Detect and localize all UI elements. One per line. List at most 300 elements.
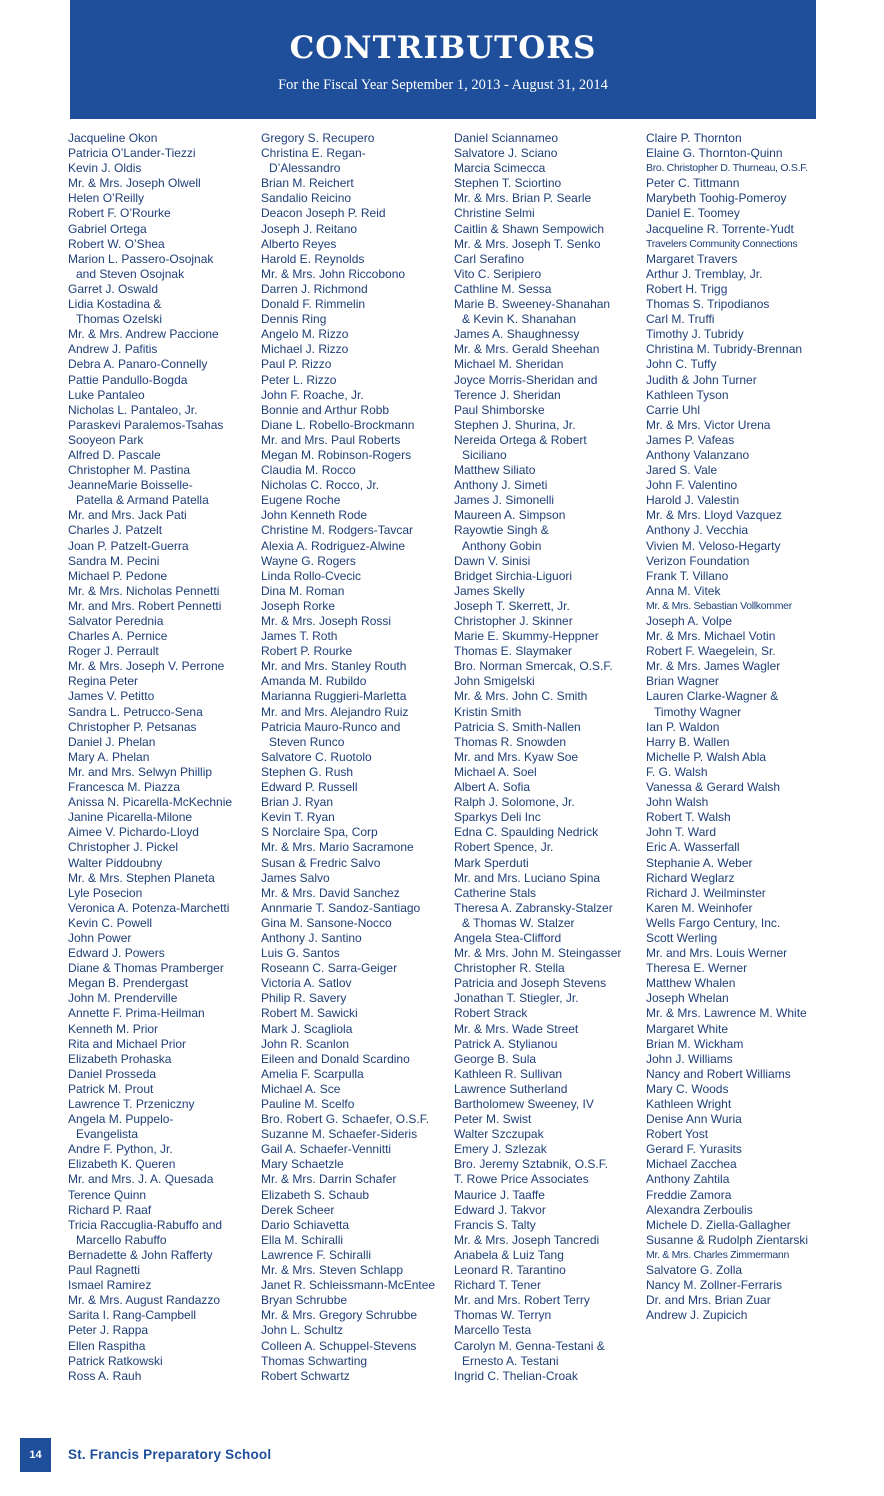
contributor-name: Janet R. Schleissmann-McEntee: [261, 1278, 436, 1293]
contributor-name: Christopher J. Pickel: [68, 840, 179, 855]
contributor-name: Nancy M. Zollner-Ferraris: [646, 1278, 783, 1293]
contributors-list: [0, 131, 884, 1401]
contributor-name: John T. Ward: [646, 825, 717, 840]
contributor-name: Edward P. Russell: [261, 780, 358, 795]
contributors-column-2: [261, 131, 451, 1384]
contributor-name: Thomas W. Terryn: [454, 1308, 552, 1323]
contributor-name: Paul Ragnetti: [68, 1263, 141, 1278]
contributor-name: James A. Shaughnessy: [454, 327, 580, 342]
contributor-name: Walter Szczupak: [454, 1127, 544, 1142]
contributor-name: Philip R. Savery: [261, 991, 347, 1006]
contributor-name: Amelia F. Scarpulla: [261, 1066, 364, 1081]
contributor-name: Mary A. Phelan: [68, 749, 150, 764]
contributor-name: Maureen A. Simpson: [454, 508, 566, 523]
contributor-name: Brian Wagner: [646, 674, 719, 689]
contributor-name: Alfred D. Pascale: [68, 447, 161, 462]
contributors-column-1: [68, 131, 258, 1384]
contributor-name: Andrew J. Pafitis: [68, 342, 158, 357]
contributor-name: Gabriel Ortega: [68, 221, 147, 236]
contributor-name: Robert M. Sawicki: [261, 1006, 358, 1021]
contributor-name: Christine Selmi: [454, 206, 535, 221]
contributor-name: Kathleen R. Sullivan: [454, 1066, 563, 1081]
contributor-name: Salvator Perednia: [68, 614, 164, 628]
contributor-name: D’Alessandro: [269, 161, 341, 176]
contributor-name: Robert H. Trigg: [646, 281, 728, 296]
contributor-name: Timothy J. Tubridy: [646, 327, 744, 342]
contributor-name: John L. Schultz: [261, 1323, 344, 1338]
contributor-name: Michael A. Sce: [261, 1081, 341, 1096]
contributor-name: Dario Schiavetta: [261, 1217, 350, 1232]
contributor-name: Dennis Ring: [261, 312, 327, 327]
contributor-name: and Steven Osojnak: [76, 266, 185, 281]
contributor-name: Claudia M. Rocco: [261, 463, 356, 478]
contributor-name: Michael Zacchea: [646, 1157, 737, 1172]
contributor-name: Luis G. Santos: [261, 946, 340, 961]
contributor-name: Albert A. Sofia: [454, 780, 531, 795]
contributor-name: Mr. & Mrs. Lloyd Vazquez: [646, 508, 782, 523]
contributor-name: Luke Pantaleo: [68, 387, 145, 402]
contributor-name: Veronica A. Potenza-Marchetti: [68, 900, 230, 915]
contributor-name: Scott Werling: [646, 930, 718, 945]
contributor-name: Stephen T. Sciortino: [454, 176, 562, 191]
contributor-name: Megan B. Prendergast: [68, 976, 189, 991]
contributor-name: Ismael Ramirez: [68, 1278, 152, 1293]
contributor-name: Rita and Michael Prior: [68, 1036, 187, 1051]
contributor-name: John F. Roache, Jr.: [261, 387, 364, 402]
contributor-name: Mr. and Mrs. Luciano Spina: [454, 870, 601, 885]
contributor-name: Bridget Sirchia-Liguori: [454, 568, 573, 583]
contributor-name: Francis S. Talty: [454, 1217, 536, 1232]
contributor-name: Patricia and Joseph Stevens: [454, 976, 607, 991]
contributor-name: & Kevin K. Shanahan: [462, 312, 577, 327]
contributor-name: Lawrence T. Przeniczny: [68, 1097, 195, 1111]
contributor-name: Nancy and Robert Williams: [646, 1066, 791, 1081]
contributor-name: Salvatore G. Zolla: [646, 1263, 743, 1278]
contributor-name: Christopher R. Stella: [454, 961, 565, 976]
contributor-name: Theresa A. Zabransky-Stalzer: [454, 900, 613, 915]
contributor-name: Mr. & Mrs. John M. Steingasser: [454, 946, 622, 961]
contributor-name: Anissa N. Picarella-McKechnie: [68, 795, 233, 810]
contributor-name: Dina M. Roman: [261, 583, 345, 598]
contributor-name: Regina Peter: [68, 674, 139, 689]
contributor-name: Theresa E. Werner: [646, 961, 748, 976]
contributor-name: Mr. & Mrs. Victor Urena: [646, 417, 771, 432]
contributor-name: Angelo M. Rizzo: [261, 327, 349, 342]
contributor-name: John Kenneth Rode: [261, 508, 368, 523]
contributor-name: Mr. & Mrs. Wade Street: [454, 1021, 579, 1036]
contributor-name: Verizon Foundation: [646, 553, 750, 568]
contributor-name: Daniel E. Toomey: [646, 206, 740, 221]
contributor-name: Annmarie T. Sandoz-Santiago: [261, 900, 421, 915]
contributor-name: Mr. & Mrs. Lawrence M. White: [646, 1006, 807, 1021]
contributor-name: Mr. & Mrs. Gregory Schrubbe: [261, 1308, 418, 1323]
contributor-name: Carrie Uhl: [646, 402, 701, 417]
contributor-name: Mr. & Mrs. Joseph Rossi: [261, 614, 392, 628]
contributor-name: Mr. and Mrs. Robert Terry: [454, 1293, 590, 1308]
contributor-name: Ingrid C. Thelian-Croak: [454, 1368, 578, 1383]
contributor-name: Suzanne M. Schaefer-Sideris: [261, 1127, 418, 1142]
contributor-name: John R. Scanlon: [261, 1036, 350, 1051]
contributor-name: Patricia S. Smith-Nallen: [454, 719, 581, 734]
contributor-name: Joseph T. Skerrett, Jr.: [454, 598, 570, 613]
contributor-name: Charles A. Pernice: [68, 629, 168, 644]
contributor-name: Sandalio Reicino: [261, 191, 352, 206]
contributor-name: Garret J. Oswald: [68, 281, 159, 296]
contributor-name: Matthew Whalen: [646, 976, 736, 991]
contributor-name: Pattie Pandullo-Bogda: [68, 372, 188, 387]
contributor-name: Alexia A. Rodriguez-Alwine: [261, 538, 406, 553]
contributor-name: Victoria A. Satlov: [261, 976, 352, 991]
contributor-name: Patrick M. Prout: [68, 1081, 154, 1096]
contributor-name: Carolyn M. Genna-Testani &: [454, 1338, 605, 1353]
contributor-name: Marcello Rabuffo: [76, 1232, 167, 1247]
contributor-name: Susan & Fredric Salvo: [261, 855, 381, 870]
header-banner: [70, 0, 816, 119]
contributor-name: Brian M. Wickham: [646, 1036, 744, 1051]
contributor-name: Travelers Community Connections: [646, 237, 798, 250]
contributor-name: Christopher J. Skinner: [454, 614, 573, 628]
contributor-name: Alberto Reyes: [261, 236, 337, 251]
contributor-name: Robert Strack: [454, 1006, 528, 1021]
contributor-name: Mr. & Mrs. Andrew Paccione: [68, 327, 219, 342]
contributor-name: Anthony Gobin: [462, 538, 542, 553]
contributors-column-3: [454, 131, 644, 1384]
contributor-name: Bartholomew Sweeney, IV: [454, 1097, 594, 1111]
contributor-name: Stephen J. Shurina, Jr.: [454, 417, 576, 432]
contributor-name: Aimee V. Pichardo-Lloyd: [68, 825, 199, 840]
contributor-name: Francesca M. Piazza: [68, 780, 181, 795]
contributor-name: Mr. & Mrs. Stephen Planeta: [68, 870, 215, 885]
contributor-name: Angela Stea-Clifford: [454, 930, 562, 945]
contributor-name: Jared S. Vale: [646, 463, 718, 478]
contributor-name: Harold J. Valestin: [646, 493, 740, 508]
contributor-name: Annette F. Prima-Heilman: [68, 1006, 205, 1021]
contributor-name: Cathline M. Sessa: [454, 281, 552, 296]
contributor-name: Daniel Prosseda: [68, 1066, 157, 1081]
contributor-name: Darren J. Richmond: [261, 281, 368, 296]
contributor-name: Gail A. Schaefer-Vennitti: [261, 1142, 392, 1157]
contributor-name: John C. Tuffy: [646, 357, 717, 372]
contributor-name: Ian P. Waldon: [646, 719, 720, 734]
contributor-name: Patricia O’Lander-Tiezzi: [68, 146, 196, 161]
contributor-name: Edward J. Takvor: [454, 1202, 546, 1217]
contributor-name: Kenneth M. Prior: [68, 1021, 159, 1036]
contributor-name: Elizabeth K. Queren: [68, 1157, 176, 1172]
contributor-name: Judith & John Turner: [646, 372, 757, 387]
contributor-name: Bryan Schrubbe: [261, 1293, 348, 1308]
contributor-name: Wells Fargo Century, Inc.: [646, 915, 781, 930]
contributor-name: Mr. & Mrs. James Wagler: [646, 659, 781, 674]
contributor-name: Michelle P. Walsh Abla: [646, 749, 767, 764]
contributor-name: Elizabeth Prohaska: [68, 1051, 172, 1066]
contributor-name: Kristin Smith: [454, 704, 522, 719]
contributor-name: Mary Schaetzle: [261, 1157, 344, 1172]
contributor-name: Marianna Ruggieri-Marletta: [261, 689, 407, 704]
contributor-name: Elizabeth S. Schaub: [261, 1187, 370, 1202]
contributor-name: Claire P. Thornton: [646, 131, 742, 145]
contributor-name: Mark J. Scagliola: [261, 1021, 353, 1036]
contributor-name: Richard J. Weilminster: [646, 885, 766, 900]
contributor-name: Steven Runco: [269, 734, 345, 749]
contributor-name: Helen O’Reilly: [68, 191, 145, 206]
contributor-name: Patricia Mauro-Runco and: [261, 719, 401, 734]
contributor-name: Michael M. Sheridan: [454, 357, 564, 372]
contributor-name: Kathleen Wright: [646, 1097, 732, 1111]
contributor-name: Sooyeon Park: [68, 432, 144, 447]
contributor-name: Kevin T. Ryan: [261, 810, 335, 825]
contributor-name: Mary C. Woods: [646, 1081, 729, 1096]
contributor-name: Nicholas C. Rocco, Jr.: [261, 478, 380, 493]
contributor-name: Edward J. Powers: [68, 946, 165, 961]
contributor-name: Anthony J. Simeti: [454, 478, 548, 493]
contributor-name: Mr. & Mrs. Joseph T. Senko: [454, 236, 601, 251]
contributor-name: Mark Sperduti: [454, 855, 529, 870]
contributor-name: Lauren Clarke-Wagner &: [646, 689, 779, 704]
contributor-name: Gregory S. Recupero: [261, 131, 375, 145]
contributor-name: Arthur J. Tremblay, Jr.: [646, 266, 763, 281]
contributor-name: Linda Rollo-Cvecic: [261, 568, 362, 583]
contributor-name: James V. Petitto: [68, 689, 155, 704]
contributor-name: Andre F. Python, Jr.: [68, 1142, 173, 1157]
contributor-name: Vanessa & Gerard Walsh: [646, 780, 781, 795]
contributor-name: Anthony Valanzano: [646, 447, 750, 462]
contributor-name: Nicholas L. Pantaleo, Jr.: [68, 402, 198, 417]
contributor-name: Harold E. Reynolds: [261, 251, 365, 266]
contributor-name: Rayowtie Singh &: [454, 523, 549, 538]
contributor-name: Paul Shimborske: [454, 402, 545, 417]
contributor-name: Catherine Stals: [454, 885, 537, 900]
contributor-name: Mr. & Mrs. Steven Schlapp: [261, 1263, 404, 1278]
contributor-name: Vivien M. Veloso-Hegarty: [646, 538, 781, 553]
contributor-name: Robert Yost: [646, 1127, 709, 1142]
contributor-name: Ella M. Schiralli: [261, 1232, 344, 1247]
contributor-name: Joyce Morris-Sheridan and: [454, 372, 598, 387]
contributor-name: Bonnie and Arthur Robb: [261, 402, 390, 417]
contributor-name: Christopher P. Petsanas: [68, 719, 197, 734]
contributor-name: Salvatore J. Sciano: [454, 146, 558, 161]
contributor-name: Mr. & Mrs. Joseph V. Perrone: [68, 659, 225, 674]
contributor-name: John Smigelski: [454, 674, 535, 689]
contributor-name: Joseph A. Volpe: [646, 614, 733, 628]
contributor-name: Mr. & Mrs. Joseph Olwell: [68, 176, 201, 191]
contributor-name: Robert P. Rourke: [261, 644, 353, 659]
contributor-name: Peter M. Swist: [454, 1112, 532, 1127]
contributor-name: Mr. and Mrs. Robert Pennetti: [68, 598, 222, 613]
contributor-name: Lyle Posecion: [68, 885, 143, 900]
contributor-name: Bro. Jeremy Sztabnik, O.S.F.: [454, 1157, 609, 1172]
contributor-name: Megan M. Robinson-Rogers: [261, 447, 412, 462]
contributor-name: Eugene Roche: [261, 493, 341, 508]
contributor-name: Mr. & Mrs. Joseph Tancredi: [454, 1232, 600, 1247]
contributor-name: Michael A. Soel: [454, 764, 537, 779]
contributor-name: Mr. & Mrs. David Sanchez: [261, 885, 400, 900]
contributor-name: Stephen G. Rush: [261, 764, 354, 779]
contributor-name: Denise Ann Wuria: [646, 1112, 742, 1127]
contributor-name: Marybeth Toohig-Pomeroy: [646, 191, 787, 206]
contributor-name: Mr. and Mrs. Stanley Routh: [261, 659, 407, 674]
contributor-name: Robert F. Waegelein, Sr.: [646, 644, 776, 659]
contributor-name: Robert F. O’Rourke: [68, 206, 171, 221]
contributor-name: Janine Picarella-Milone: [68, 810, 193, 825]
contributor-name: Siciliano: [462, 447, 507, 462]
contributor-name: Paul P. Rizzo: [261, 357, 332, 372]
contributor-name: Patrick A. Stylianou: [454, 1036, 558, 1051]
contributor-name: Derek Scheer: [261, 1202, 335, 1217]
contributor-name: Bro. Norman Smercak, O.S.F.: [454, 659, 613, 674]
contributor-name: Robert Spence, Jr.: [454, 840, 554, 855]
contributor-name: Gina M. Sansone-Nocco: [261, 915, 392, 930]
contributor-name: Thomas E. Slaymaker: [454, 644, 573, 659]
contributor-name: Salvatore C. Ruotolo: [261, 749, 372, 764]
contributor-name: Mr. & Mrs. Michael Votin: [646, 629, 776, 644]
contributor-name: Ross A. Rauh: [68, 1368, 142, 1383]
contributor-name: Marie E. Skummy-Heppner: [454, 629, 599, 644]
contributor-name: Robert Schwartz: [261, 1368, 350, 1383]
contributor-name: Thomas Schwarting: [261, 1353, 368, 1368]
contributor-name: Jacqueline R. Torrente-Yudt: [646, 221, 794, 236]
contributor-name: James J. Simonelli: [454, 493, 555, 508]
contributor-name: Mr. & Mrs. Mario Sacramone: [261, 840, 414, 855]
contributor-name: Harry B. Wallen: [646, 734, 730, 749]
contributor-name: Robert W. O’Shea: [68, 236, 165, 251]
contributor-name: Michael J. Rizzo: [261, 342, 349, 357]
contributor-name: Peter C. Tittmann: [646, 176, 740, 191]
contributor-name: Kevin J. Oldis: [68, 161, 142, 176]
contributor-name: Wayne G. Rogers: [261, 553, 356, 568]
contributor-name: John Walsh: [646, 795, 709, 810]
contributor-name: Edna C. Spaulding Nedrick: [454, 825, 599, 840]
contributor-name: Deacon Joseph P. Reid: [261, 206, 386, 221]
contributor-name: Matthew Siliato: [454, 463, 536, 478]
contributor-name: Terence J. Sheridan: [454, 387, 561, 402]
contributor-name: Kathleen Tyson: [646, 387, 729, 402]
contributor-name: Thomas R. Snowden: [454, 734, 567, 749]
contributor-name: Brian J. Ryan: [261, 795, 334, 810]
contributor-name: Leonard R. Tarantino: [454, 1263, 566, 1278]
contributor-name: Joseph J. Reitano: [261, 221, 358, 236]
contributor-name: Mr. and Mrs. Kyaw Soe: [454, 749, 579, 764]
contributor-name: Mr. & Mrs. Darrin Schafer: [261, 1172, 397, 1187]
contributor-name: Jacqueline Okon: [68, 131, 158, 145]
contributor-name: Anthony J. Santino: [261, 930, 362, 945]
contributor-name: Marie B. Sweeney-Shanahan: [454, 297, 611, 312]
contributor-name: Jonathan T. Stiegler, Jr.: [454, 991, 579, 1006]
contributor-name: Eric A. Wasserfall: [646, 840, 740, 855]
contributor-name: Lawrence Sutherland: [454, 1081, 568, 1096]
contributor-name: Debra A. Panaro-Connelly: [68, 357, 208, 372]
contributor-name: Mr. & Mrs. Gerald Sheehan: [454, 342, 600, 357]
contributor-name: Richard T. Tener: [454, 1278, 541, 1293]
contributor-name: Peter J. Rappa: [68, 1323, 149, 1338]
contributor-name: Marcello Testa: [454, 1323, 532, 1338]
contributor-name: Timothy Wagner: [654, 704, 742, 719]
contributor-name: Daniel Sciannameo: [454, 131, 559, 145]
contributor-name: Freddie Zamora: [646, 1187, 732, 1202]
contributor-name: Mr. & Mrs. John Riccobono: [261, 266, 406, 281]
contributor-name: Emery J. Szlezak: [454, 1142, 547, 1157]
contributor-name: Joseph Rorke: [261, 598, 336, 613]
contributor-name: Maurice J. Taaffe: [454, 1187, 545, 1202]
contributor-name: Patella & Armand Patella: [76, 493, 209, 508]
contributor-name: Anabela & Luiz Tang: [454, 1247, 564, 1262]
contributor-name: Eileen and Donald Scardino: [261, 1051, 410, 1066]
contributor-name: Amanda M. Rubildo: [261, 674, 367, 689]
contributor-name: Paraskevi Paralemos-Tsahas: [68, 417, 224, 432]
contributor-name: Anna M. Vitek: [646, 583, 721, 598]
fiscal-year-subtitle: For the Fiscal Year September 1, 2013 - August 31, 2014: [278, 77, 608, 93]
contributor-name: James T. Roth: [261, 629, 338, 644]
contributor-name: Pauline M. Scelfo: [261, 1097, 355, 1111]
contributor-name: Ernesto A. Testani: [462, 1353, 559, 1368]
contributor-name: Evangelista: [76, 1127, 139, 1142]
contributor-name: Thomas S. Tripodianos: [646, 297, 770, 312]
contributor-name: Joseph Whelan: [646, 991, 729, 1006]
contributor-name: Carl M. Truffi: [646, 312, 715, 327]
contributor-name: Charles J. Patzelt: [68, 523, 163, 538]
contributor-name: Mr. & Mrs. Nicholas Pennetti: [68, 583, 220, 598]
contributor-name: Terence Quinn: [68, 1187, 147, 1202]
contributor-name: Margaret Travers: [646, 251, 738, 266]
page-title: CONTRIBUTORS: [289, 30, 597, 66]
contributor-name: Brian M. Reichert: [261, 176, 354, 191]
contributor-name: Christina M. Tubridy-Brennan: [646, 342, 803, 357]
contributor-name: Roger J. Perrault: [68, 644, 159, 659]
contributor-name: Thomas Ozelski: [76, 312, 163, 327]
contributor-name: S Norclaire Spa, Corp: [261, 825, 378, 840]
contributor-name: Diane & Thomas Pramberger: [68, 961, 224, 976]
contributor-name: Stephanie A. Weber: [646, 855, 753, 870]
contributor-name: Marion L. Passero-Osojnak: [68, 251, 214, 266]
contributor-name: John F. Valentino: [646, 478, 738, 493]
contributor-name: Anthony J. Vecchia: [646, 523, 749, 538]
contributor-name: Lidia Kostadina &: [68, 297, 162, 312]
contributor-name: Dawn V. Sinisi: [454, 553, 531, 568]
contributor-name: Bro. Christopher D. Thurneau, O.S.F.: [646, 162, 808, 175]
contributor-name: Donald F. Rimmelin: [261, 297, 366, 312]
contributor-name: Roseann C. Sarra-Geiger: [261, 961, 398, 976]
contributor-name: Frank T. Villano: [646, 568, 729, 583]
contributor-name: & Thomas W. Stalzer: [462, 915, 575, 930]
contributors-column-4: [646, 131, 836, 1323]
contributor-name: Elaine G. Thornton-Quinn: [646, 146, 783, 161]
contributor-name: James P. Vafeas: [646, 432, 735, 447]
contributor-name: Diane L. Robello-Brockmann: [261, 417, 415, 432]
contributor-name: Mr. & Mrs. August Randazzo: [68, 1293, 221, 1308]
contributor-name: Patrick Ratkowski: [68, 1353, 163, 1368]
contributor-name: Richard P. Raaf: [68, 1202, 152, 1217]
contributor-name: Dr. and Mrs. Brian Zuar: [646, 1293, 771, 1308]
contributor-name: Mr. & Mrs. Sebastian Vollkommer: [646, 599, 792, 612]
contributor-name: Richard Weglarz: [646, 870, 735, 885]
contributor-name: Lawrence F. Schiralli: [261, 1247, 372, 1262]
contributor-name: Kevin C. Powell: [68, 915, 153, 930]
contributor-name: Walter Piddoubny: [68, 855, 163, 870]
contributor-name: Vito C. Seripiero: [454, 266, 542, 281]
contributor-name: Alexandra Zerboulis: [646, 1202, 753, 1217]
contributor-name: Nereida Ortega & Robert: [454, 432, 587, 447]
school-name: St. Francis Preparatory School: [68, 1447, 272, 1462]
contributor-name: Mr. & Mrs. John C. Smith: [454, 689, 588, 704]
contributor-name: Mr. and Mrs. Paul Roberts: [261, 432, 401, 447]
contributor-name: Gerard F. Yurasits: [646, 1142, 742, 1157]
contributor-name: Colleen A. Schuppel-Stevens: [261, 1338, 417, 1353]
contributor-name: Sandra M. Pecini: [68, 553, 160, 568]
contributor-name: John Power: [68, 930, 132, 945]
contributor-name: Mr. & Mrs. Charles Zimmermann: [646, 1248, 789, 1261]
contributor-name: Mr. and Mrs. J. A. Quesada: [68, 1172, 214, 1187]
contributor-name: Anthony Zahtila: [646, 1172, 730, 1187]
contributor-name: Ellen Raspitha: [68, 1338, 146, 1353]
